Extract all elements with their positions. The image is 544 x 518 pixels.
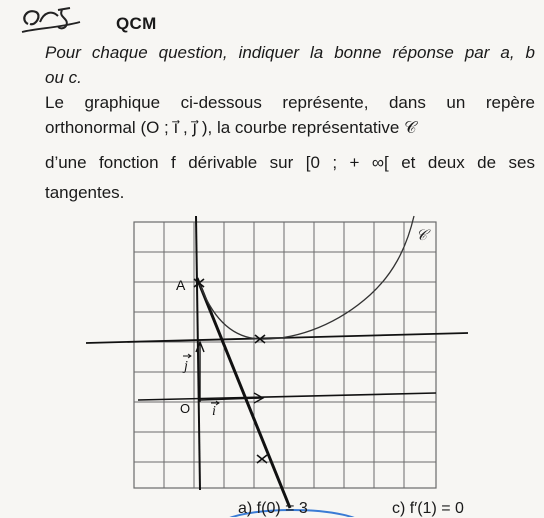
section-title: QCM: [116, 14, 157, 33]
statement-line-2a: orthonormal: [45, 118, 136, 137]
statement-line-3: d’une fonction f dérivable sur [0 ; + ∞[ et deux de ses: [45, 153, 535, 172]
vector-j-label: j: [184, 359, 188, 374]
point-a-label: A: [176, 277, 186, 293]
curve-label: 𝒞: [416, 228, 427, 244]
statement-line-1: Le graphique ci-dessous représente, dans un repère: [45, 93, 535, 112]
vector-i-label: i: [212, 404, 216, 419]
x-axis: [138, 393, 436, 400]
origin-label: O: [180, 401, 191, 416]
vector-j-label-arrow: [183, 354, 191, 358]
grid: [134, 222, 436, 488]
frame-notation: (O ; i⃗ , j⃗ ),: [140, 118, 213, 137]
answer-choice-a: a) f(0) = 3: [238, 500, 308, 517]
curve-c: [199, 216, 414, 339]
answer-choice-c: c) f′(1) = 0: [392, 500, 464, 517]
statement-line-4: tangentes.: [45, 183, 125, 202]
instructions-line-2: ou c.: [45, 68, 82, 87]
statement-line-2c: la courbe représentative 𝒞: [216, 118, 417, 137]
instructions-line-1: Pour chaque question, indiquer la bonne réponse par a, b: [45, 43, 535, 62]
